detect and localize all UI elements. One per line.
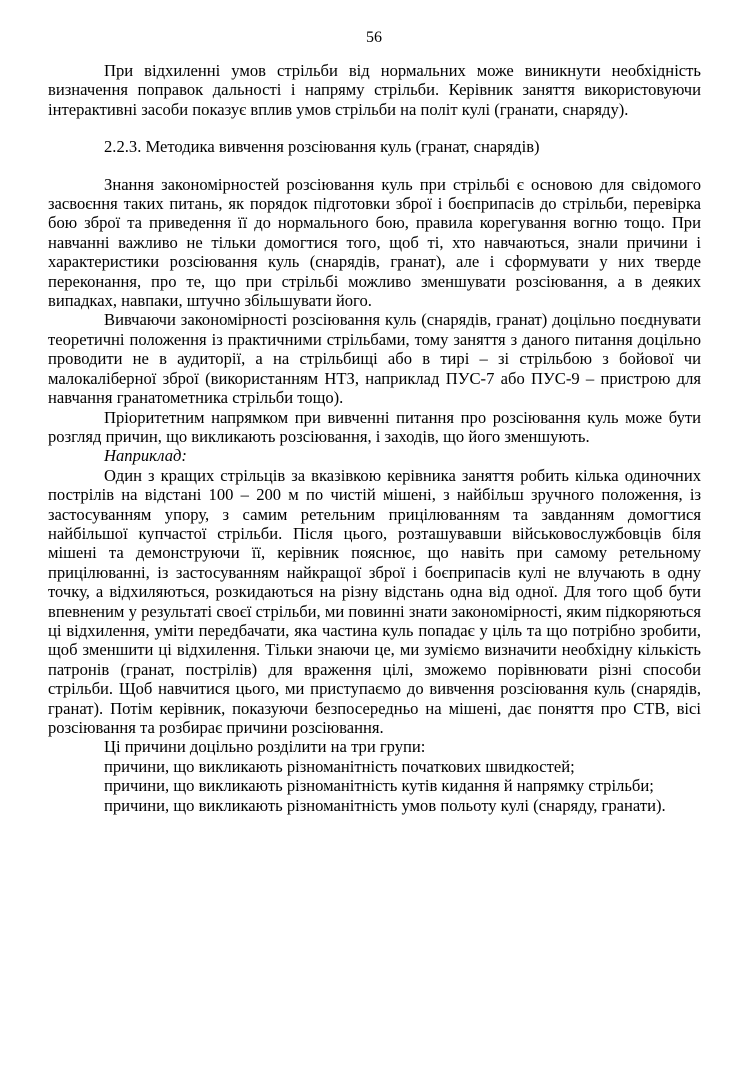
spacer: [48, 119, 701, 137]
page-number: 56: [366, 29, 382, 46]
spacer: [48, 157, 701, 175]
section-heading: 2.2.3. Методика вивчення розсіювання куль (гранат, снарядів): [104, 137, 540, 157]
cause-item: причини, що викликають різноманітність початкових швидкостей;: [104, 756, 575, 776]
body-paragraph: Вивчаючи закономірності розсіювання куль (снарядів, гранат) доцільно поєднувати теоретичні положення із практичними стрільбами, тому заняття з даного питання доцільно проводити не в аудиторії, а на стрільбищі або в тирі – зі стрільбою з бойової чи малокаліберної зброї (використанням НТЗ, наприклад ПУС-7 або ПУС-9 – пристрою для навчання гранатометника стрільби тощо).: [48, 310, 701, 408]
groups-intro: Ці причини доцільно розділити на три групи:: [104, 737, 426, 757]
intro-paragraph: При відхиленні умов стрільби від нормальних може виникнути необхідність визначення поправок дальності і напряму стрільби. Керівник заняття використовуючи інтерактивні засоби показує вплив умов стрільби на політ кулі (гранати, снаряду).: [48, 61, 701, 119]
cause-item: причини, що викликають різноманітність умов польоту кулі (снаряду, гранати).: [104, 795, 666, 815]
example-paragraph: Один з кращих стрільців за вказівкою керівника заняття робить кілька одиночних пострілів на відстані 100 – 200 м по чистій мішені, з найбільш зручного положення, із застосуванням упору, з самим ретельним прицілюванням та завданням домогтися найбільшої купчастої стрільби. Після цього, розташувавши військовослужбовців біля мішені та демонструючи її, керівник пояснює, що навіть при самому ретельному прицілюванні, із застосуванням найкращої зброї і боєприпасів кулі не влучають в одну точку, а відхиляються, розкидаються на різну відстань одна від одної. Для того щоб бути впевненим у результаті своєї стрільби, ми повинні знати закономірності, яким підкоряються ці відхилення, уміти передбачати, яка частина куль попадає у ціль та що потрібно зробити, щоб зменшити ці відхилення. Тільки знаючи це, ми зуміємо визначити необхідну кількість патронів (гранат, пострілів) для враження цілі, зможемо порівнювати різні способи стрільби. Щоб навчитися цього, ми приступаємо до вивчення розсіювання куль (снарядів, гранат). Потім керівник, показуючи безпосередньо на мішені, дає поняття про СТВ, вісі розсіювання та розбирає причини розсіювання.: [48, 465, 701, 737]
body-paragraph: Знання закономірностей розсіювання куль при стрільбі є основою для свідомого засвоєння таких питань, як порядок підготовки зброї і боєприпасів до стрільби, перевірка бою зброї та приведення її до нормального бою, правила корегування вогню тощо. При навчанні важливо не тільки домогтися того, щоб ті, хто навчаються, знали причини і характеристики розсіювання куль (снарядів, гранат), але і сформувати у них тверде переконання, про те, що при стрільбі можливо зменшувати розсіювання, а в деяких випадках, навпаки, штучно збільшувати його.: [48, 174, 701, 311]
example-label: Наприклад:: [104, 446, 187, 466]
cause-item: причини, що викликають різноманітність кутів кидання й напрямку стрільби;: [104, 776, 654, 796]
body-paragraph: Пріоритетним напрямком при вивченні питання про розсіювання куль може бути розгляд причин, що викликають розсіювання, і заходів, що його зменшують.: [48, 407, 701, 446]
page-content: [48, 61, 701, 815]
